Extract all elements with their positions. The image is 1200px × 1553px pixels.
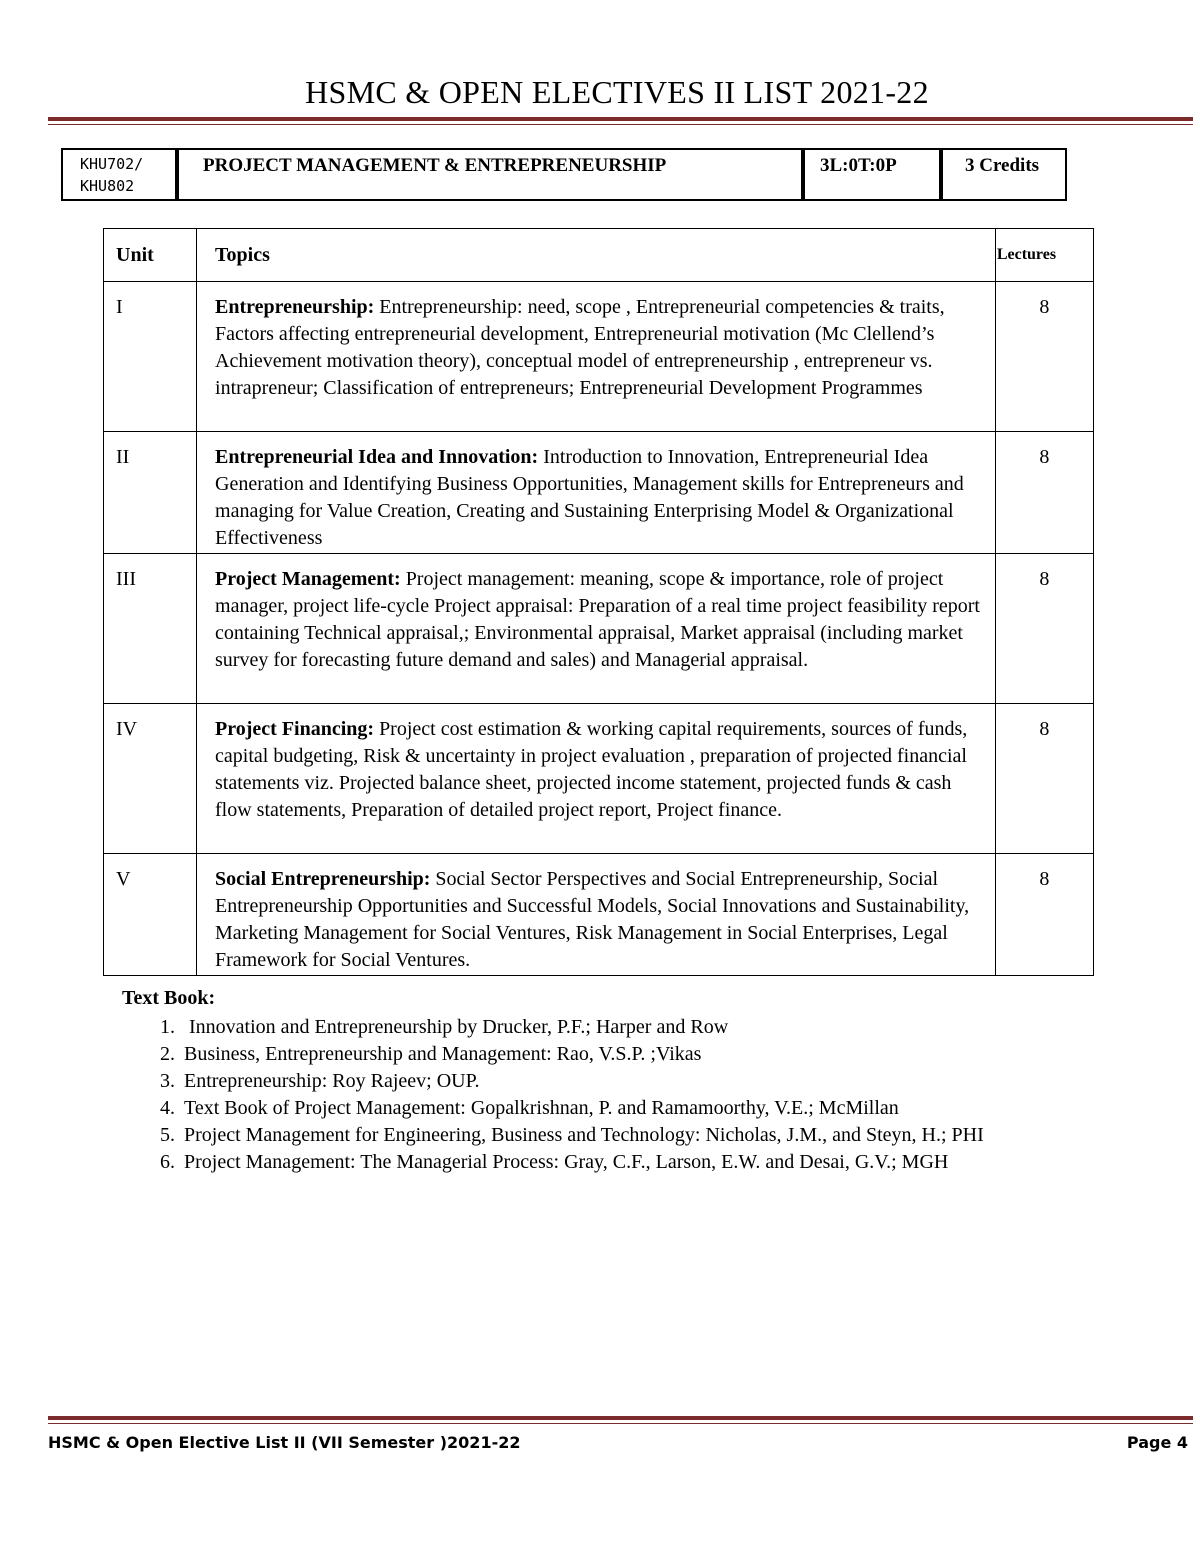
topic-text: Project cost estimation & working capital requirements, sources of funds, capital budgeting, Risk & uncertainty in project evaluation , preparation of projected financial statements viz. Projected balance sheet, projected income statement, projected funds & cash flow statements, Preparation of detailed project report, Project finance.: [215, 718, 968, 821]
topic-heading: Entrepreneurship:: [215, 296, 375, 318]
topic-heading: Project Financing:: [215, 718, 375, 740]
unit-cell: IV: [104, 704, 197, 854]
table-row: [104, 554, 1094, 704]
list-item: [160, 1041, 1110, 1068]
topics-cell: [197, 854, 996, 976]
topics-cell: [197, 282, 996, 432]
list-number: 3.: [160, 1070, 175, 1092]
topic-heading: Entrepreneurial Idea and Innovation:: [215, 446, 539, 468]
list-item: [160, 1068, 1110, 1095]
unit-cell: III: [104, 554, 197, 704]
course-credits: 3 Credits: [939, 148, 1067, 201]
list-text: Innovation and Entrepreneurship by Drucker, P.F.; Harper and Row: [184, 1016, 729, 1038]
course-ltp: 3L:0T:0P: [801, 148, 943, 201]
list-number: 1.: [160, 1016, 175, 1038]
list-item: [160, 1149, 1110, 1176]
list-text: Business, Entrepreneurship and Management: Rao, V.S.P. ;Vikas: [184, 1043, 702, 1065]
course-name: PROJECT MANAGEMENT & ENTREPRENEURSHIP: [175, 148, 805, 201]
course-code-line2: KHU802: [80, 177, 135, 195]
topic-heading: Project Management:: [215, 568, 401, 590]
topics-cell: [197, 432, 996, 554]
textbook-list: [160, 1014, 1110, 1176]
unit-cell: I: [104, 282, 197, 432]
list-number: 6.: [160, 1151, 175, 1173]
unit-cell: V: [104, 854, 197, 976]
topic-text: Entrepreneurship: need, scope , Entrepreneurial competencies & traits, Factors affecting entrepreneurial development, Entrepreneurial motivation (Mc Clellend’s Achievement motivation theory), conceptual model of entrepreneurship , entrepreneur vs. intrapreneur; Classification of entrepreneurs; Entrepreneurial Development Programmes: [215, 296, 945, 399]
topic-text: Project management: meaning, scope & importance, role of project manager, project life-cycle Project appraisal: Preparation of a real time project feasibility report containing Technical appraisal,; Environmental appraisal, Market appraisal (including market survey for forecasting future demand and sales) and Managerial appraisal.: [215, 568, 980, 671]
course-code-box: [61, 148, 179, 201]
header-rule-thin: [48, 124, 1193, 125]
lectures-cell: 8: [995, 704, 1093, 854]
footer-rule-thin: [48, 1423, 1193, 1424]
list-text: Project Management for Engineering, Business and Technology: Nicholas, J.M., and Steyn, H.; PHI: [184, 1124, 984, 1146]
topic-heading: Social Entrepreneurship:: [215, 868, 431, 890]
header-rule: [48, 117, 1193, 121]
footer-rule: [48, 1416, 1193, 1420]
topics-header: Topics: [197, 229, 996, 282]
list-item: [160, 1122, 1110, 1149]
textbook-title: Text Book:: [122, 987, 216, 1009]
list-text: Entrepreneurship: Roy Rajeev; OUP.: [184, 1070, 480, 1092]
lectures-cell: 8: [995, 854, 1093, 976]
topics-cell: [197, 704, 996, 854]
topics-cell: [197, 554, 996, 704]
table-row: [104, 282, 1094, 432]
list-number: 2.: [160, 1043, 175, 1065]
lectures-cell: 8: [995, 282, 1093, 432]
topic-text: Introduction to Innovation, Entrepreneurial Idea Generation and Identifying Business Opportunities, Management skills for Entrepreneurs and managing for Value Creation, Creating and Sustaining Enterprising Model & Organizational Effectiveness: [215, 446, 964, 549]
list-item: [160, 1014, 1110, 1041]
list-item: [160, 1095, 1110, 1122]
list-number: 5.: [160, 1124, 175, 1146]
lectures-header: Lectures: [995, 229, 1093, 282]
list-text: Project Management: The Managerial Process: Gray, C.F., Larson, E.W. and Desai, G.V.; MGH: [184, 1151, 949, 1173]
page-title: HSMC & OPEN ELECTIVES II LIST 2021-22: [305, 74, 929, 110]
footer-left-text: HSMC & Open Elective List II (VII Semester )2021-22: [48, 1433, 521, 1452]
lectures-cell: 8: [995, 554, 1093, 704]
unit-header: Unit: [104, 229, 197, 282]
list-text: Text Book of Project Management: Gopalkrishnan, P. and Ramamoorthy, V.E.; McMillan: [184, 1097, 899, 1119]
page-number: Page 4: [1126, 1433, 1188, 1452]
table-row: [104, 704, 1094, 854]
table-row: [104, 432, 1094, 554]
unit-cell: II: [104, 432, 197, 554]
lectures-cell: 8: [995, 432, 1093, 554]
topic-text: Social Sector Perspectives and Social Entrepreneurship, Social Entrepreneurship Opportunities and Successful Models, Social Innovations and Sustainability, Marketing Management for Social Ventures, Risk Management in Social Enterprises, Legal Framework for Social Ventures.: [215, 868, 970, 971]
list-number: 4.: [160, 1097, 175, 1119]
table-row: [104, 854, 1094, 976]
table-header-row: [104, 229, 1094, 282]
course-code-line1: KHU702/: [80, 155, 144, 173]
syllabus-table: [103, 228, 1094, 976]
